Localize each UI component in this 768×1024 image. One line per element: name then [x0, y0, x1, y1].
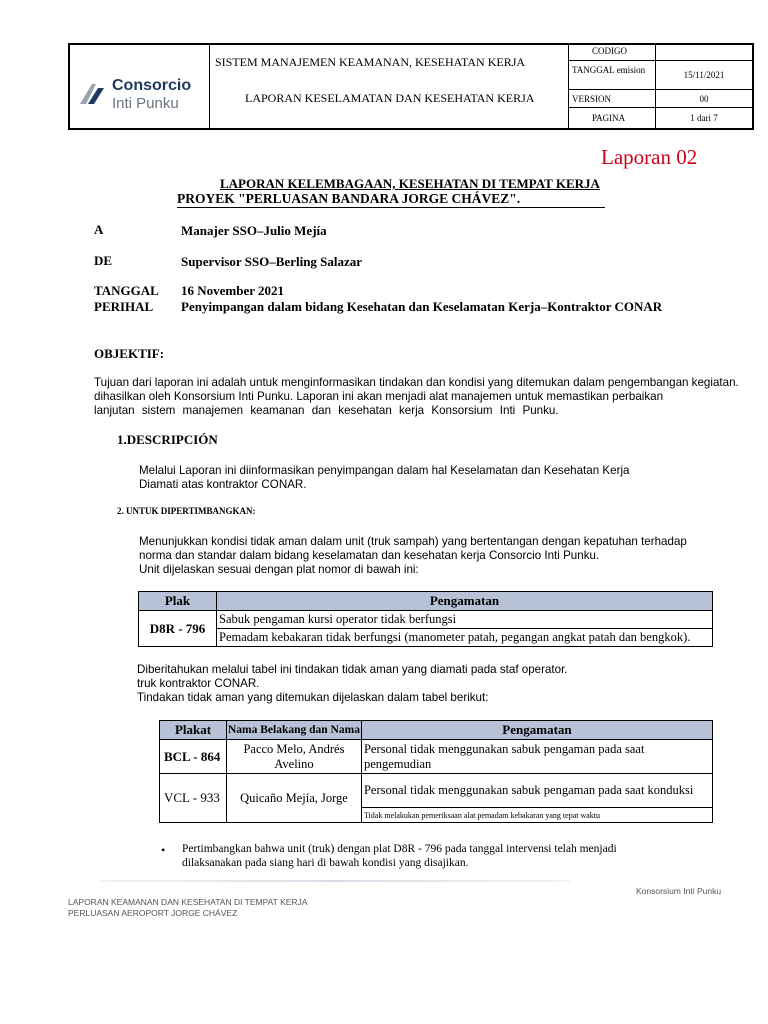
report-title: LAPORAN KESELAMATAN DAN KESEHATAN KERJA	[245, 91, 535, 105]
footer-company: Konsorsium Inti Punku	[636, 886, 722, 896]
logo-cell	[70, 45, 210, 128]
observation-cell: Personal tidak menggunakan sabuk pengaman pada saat pengemudian	[361, 740, 712, 774]
text-line: Diamati atas kontraktor CONAR.	[139, 478, 307, 491]
plate-cell: D8R - 796	[139, 611, 217, 647]
plate-table	[138, 591, 713, 647]
footer-divider	[100, 880, 570, 882]
doc-heading: LAPORAN KELEMBAGAAN, KESEHATAN DI TEMPAT KERJA	[220, 176, 600, 191]
section1-title: 1.DESCRIPCIÓN	[117, 432, 218, 447]
section1-text	[139, 464, 629, 492]
logo-text-line2: Inti Punku	[112, 95, 179, 112]
logo-text-line1: Consorcio	[112, 77, 192, 94]
text-line: dihasilkan oleh Konsorsium Inti Punku. Laporan ini akan menjadi alat manajemen untuk memastikan perbaikan	[94, 390, 664, 403]
meta-row	[568, 61, 752, 90]
observation-cell: Personal tidak menggunakan sabuk pengaman pada saat konduksi	[361, 774, 712, 808]
text-line: Unit dijelaskan sesuai dengan plat nomor di bawah ini:	[139, 563, 419, 576]
table-header-row	[160, 721, 713, 740]
text-line: Tindakan tidak aman yang ditemukan dijelaskan dalam tabel berikut:	[137, 691, 489, 704]
report-number-stamp: Laporan 02	[601, 145, 698, 169]
title-cell	[209, 45, 569, 128]
subject-value: Penyimpangan dalam bidang Kesehatan dan Keselamatan Kerja–Kontraktor CONAR	[181, 299, 663, 314]
footer-project: PERLUASAN AEROPORT JORGE CHÁVEZ	[68, 908, 238, 918]
text-line: norma dan standar dalam bidang keselamatan dan kesehatan kerja Consorcio Inti Punku.	[139, 549, 600, 562]
section2-text	[139, 535, 687, 577]
name-cell: Quicaño Mejía, Jorge	[227, 774, 362, 823]
column-header: Plak	[139, 592, 217, 611]
column-header: Nama Belakang dan Nama	[227, 721, 362, 740]
meta-table	[568, 45, 752, 128]
objective-title: OBJEKTIF:	[94, 346, 165, 361]
date-label: TANGGAL	[94, 283, 159, 298]
column-header: Pengamatan	[217, 592, 713, 611]
text-line: lanjutan sistem manajemen keamanan dan kesehatan kerja Konsorsium Inti Punku.	[94, 404, 559, 417]
consorcio-logo-icon	[78, 80, 106, 108]
meta-value: 00	[699, 94, 709, 104]
name-cell: Pacco Melo, Andrés Avelino	[227, 740, 362, 774]
objective-text	[94, 376, 739, 418]
from-label: DE	[94, 253, 113, 268]
observation-cell: Sabuk pengaman kursi operator tidak berfungsi	[217, 611, 713, 629]
text-line: Diberitahukan melalui tabel ini tindakan tidak aman yang diamati pada staf operator.	[137, 663, 568, 676]
plate-cell: VCL - 933	[160, 774, 227, 823]
date-value: 16 November 2021	[181, 283, 285, 298]
to-value: Manajer SSO–Julio Mejía	[181, 223, 327, 238]
observation-cell: Pemadam kebakaran tidak berfungsi (manometer patah, pegangan angkat patah dan bengkok).	[217, 629, 713, 647]
meta-label: VERSION	[568, 90, 656, 107]
section2-title: 2. UNTUK DIPERTIMBANGKAN:	[117, 506, 256, 516]
from-value: Supervisor SSO–Berling Salazar	[181, 254, 363, 269]
footer-title: LAPORAN KEAMANAN DAN KESEHATAN DI TEMPAT KERJA	[68, 897, 308, 907]
doc-subheading: PROYEK "PERLUASAN BANDARA JORGE CHÁVEZ".	[177, 191, 605, 208]
column-header: Plakat	[160, 721, 227, 740]
meta-value: 15/11/2021	[683, 70, 725, 80]
table-header-row	[139, 592, 713, 611]
table-row	[160, 774, 713, 808]
subject-label: PERIHAL	[94, 299, 154, 314]
bullet-icon: •	[161, 843, 166, 857]
meta-label: PAGINA	[568, 108, 656, 128]
bullet-text	[182, 842, 617, 870]
meta-row	[568, 108, 752, 128]
table-row	[160, 740, 713, 774]
to-label: A	[94, 222, 104, 237]
text-line: Menunjukkan kondisi tidak aman dalam unit (truk sampah) yang bertentangan dengan kepatuhan terhadap	[139, 535, 687, 548]
document-header	[68, 43, 754, 130]
column-header: Pengamatan	[361, 721, 712, 740]
text-line: Pertimbangkan bahwa unit (truk) dengan plat D8R - 796 pada tanggal intervensi telah menjadi	[182, 843, 617, 855]
table-row	[139, 629, 713, 647]
meta-value: 1 dari 7	[690, 113, 718, 123]
meta-row	[568, 45, 752, 61]
meta-row	[568, 90, 752, 108]
text-line: Tujuan dari laporan ini adalah untuk menginformasikan tindakan dan kondisi yang ditemukan dalam pengembangan kegiatan.	[94, 376, 739, 389]
mid-text	[137, 663, 568, 705]
plate-cell: BCL - 864	[160, 740, 227, 774]
meta-value	[656, 45, 752, 60]
meta-label: CODIGO	[568, 45, 656, 60]
meta-label: TANGGAL emision	[568, 61, 656, 89]
observation-cell: Tidak melakukan pemeriksaan alat pemadam kebakaran yang tepat waktu	[361, 808, 712, 823]
table-row	[139, 611, 713, 629]
text-line: dilaksanakan pada siang hari di bawah kondisi yang disajikan.	[182, 857, 469, 869]
operator-table	[159, 720, 713, 823]
text-line: Melalui Laporan ini diinformasikan penyimpangan dalam hal Keselamatan dan Kesehatan Kerja	[139, 464, 630, 477]
system-title: SISTEM MANAJEMEN KEAMANAN, KESEHATAN KERJA	[215, 55, 526, 69]
text-line: truk kontraktor CONAR.	[137, 677, 260, 690]
